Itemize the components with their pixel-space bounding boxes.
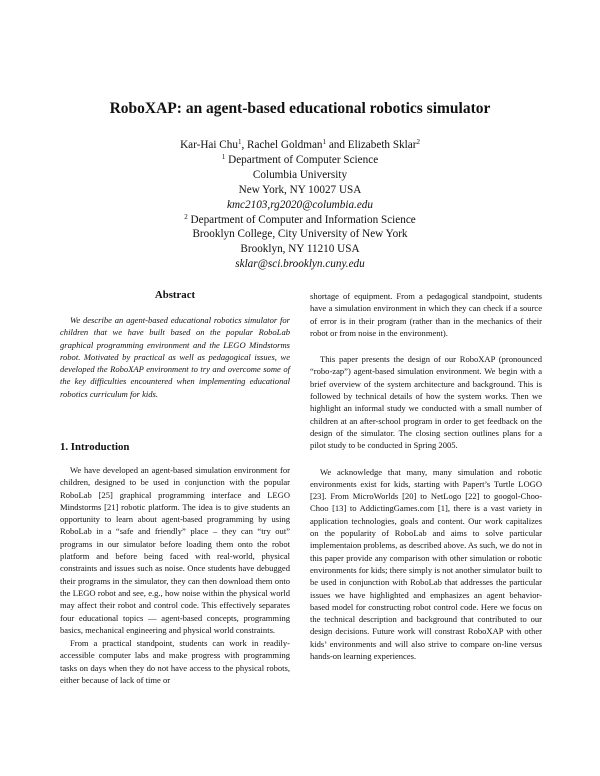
affiliation-email: kmc2103,rg2020@columbia.edu [227, 198, 373, 211]
paragraph: shortage of equipment. From a pedagogical standpoint, students have a simulation environment in which they can check if a source of error is in their program (rather than in the mechanics of their robot or from noise in the environment). [310, 291, 542, 338]
paragraph: We have developed an agent-based simulation environment for children, designed to be used in conjunction with the popular RoboLab [25] graphical programming interface and LEGO Mindstorms [21] robotic platform. The idea is to give students an opportunity to learn about agent-based programming by using RoboLab in a “safe and friendly” place – they can “try out” programs in our simulator before loading them onto the robot platform and before being faced with real-world, physical constraints and issues such as noise. Once students have debugged their programs in the simulator, they can then download them onto the LEGO robot and see, e.g., how noise within the physical world may affect their robot and control code. This effectively separates four educational topics — agent-based concepts, programming basics, mechanical engineering and physical world constraints. [60, 465, 290, 635]
intro-column [60, 464, 290, 686]
author-block [0, 138, 600, 272]
author-name: Elizabeth Sklar [347, 139, 417, 151]
affiliation-email: sklar@sci.brooklyn.cuny.edu [235, 258, 365, 271]
paragraph: From a practical standpoint, students can work in readily-accessible computer labs and make progress with programming tasks on days when they do not have access to the physical robots, either because of lack of time or [60, 638, 290, 686]
section-heading: 1. Introduction [60, 441, 130, 453]
author-superscript: 2 [416, 138, 420, 146]
abstract-heading: Abstract [154, 289, 196, 301]
affiliation-dept [0, 213, 600, 228]
author-name: Rachel Goldman [247, 139, 323, 151]
paper-title: RoboXAP: an agent-based educational robotics simulator [109, 100, 491, 117]
author-name: Kar-Hai Chu [180, 139, 238, 151]
affiliation-org: Columbia University [252, 168, 348, 181]
paragraph: This paper presents the design of our RoboXAP (pronounced “robo-zap”) agent-based simulation environment. We begin with a brief overview of the system architecture and background. This is followed by technical details of how the system works. Then we highlight an informal study we conducted with a small number of children at an after-school program in order to get feedback on the design of the simulator. The closing section outlines plans for a pilot study to be conducted in Spring 2005. [310, 354, 542, 451]
affiliation-dept-text: Department of Computer and Information Science [187, 213, 416, 226]
affiliation-city: Brooklyn, NY 11210 USA [240, 243, 360, 256]
author-superscript: 1 [237, 138, 242, 146]
affiliation-dept [0, 153, 600, 168]
affiliation-city: New York, NY 10027 USA [238, 183, 362, 196]
author-separator: , [241, 139, 248, 151]
author-line [0, 138, 600, 153]
paragraph: We acknowledge that many, many simulation and robotic environments exist for kids, starting with Papert’s Turtle LOGO [23]. From MicroWorlds [20] to NetLogo [22] to googol-Choo-Choo [13] to AddictingGames.com [1], there is a vast variety in application technologies, goals and content. Our work capitalizes on the popularity of RoboLab and aims to solve particular implementaion problems, as described above. As such, we do not in this paper provide any comparison with other simulation or robotic environments for kids; there simply is not another simulator built to be used in conjunction with RoboLab that addresses the particular issues we have highlighted and emphasizes an agent behavior-based model for constructing robot control code. Here we focus on the technical description and background that contributed to our design decisions. Future work will constrast RoboXAP with other kids’ environments and will also strive to compare on-line versus hands-on learning experiences. [310, 466, 542, 662]
author-superscript: 1 [322, 138, 327, 146]
affiliation-org: Brooklyn College, City University of New York [192, 228, 408, 241]
affiliation-superscript: 2 [184, 212, 188, 221]
abstract-column [60, 314, 290, 400]
abstract-text: We describe an agent-based educational robotics simulator for children that we have built based on the popular RoboLab graphical programming environment and the LEGO Mindstorms robot. Motivated by practical as well as pedagogical issues, we developed the RoboXAP environment to try and overcome some of the key difficulties encountered when implementing educational robotics curriculum for kids. [60, 315, 290, 399]
affiliation-dept-text: Department of Computer Science [225, 153, 379, 166]
right-column [310, 290, 542, 662]
author-separator: and [326, 139, 348, 151]
affiliation-superscript: 1 [221, 152, 226, 161]
